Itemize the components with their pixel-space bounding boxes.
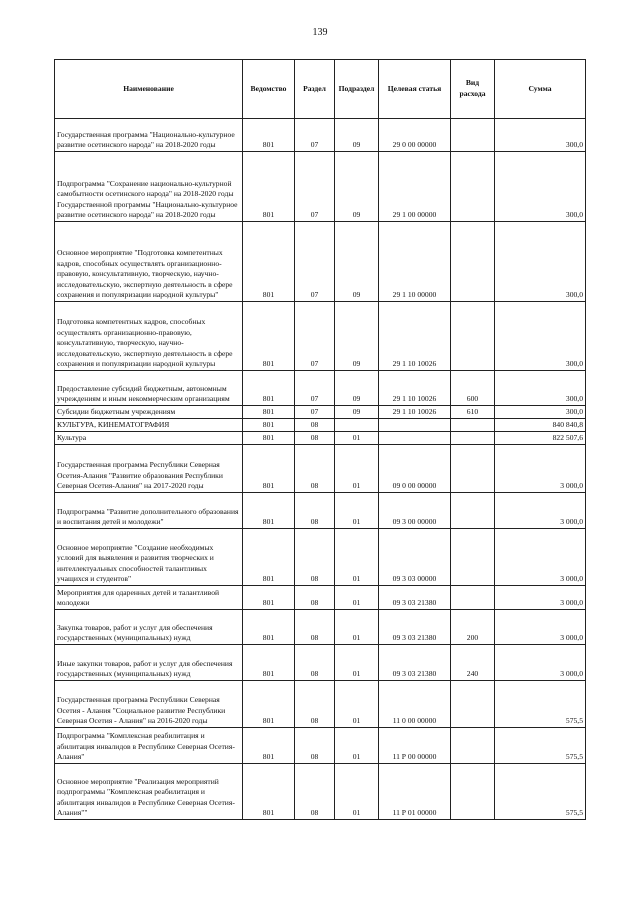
row-target: 29 1 10 10026 [379, 371, 451, 406]
row-section: 08 [295, 419, 335, 432]
table-row [55, 764, 586, 820]
row-name: Субсидии бюджетным учреждениям [55, 406, 243, 419]
row-subsection: 09 [335, 119, 379, 152]
row-section: 08 [295, 586, 335, 610]
row-section: 08 [295, 645, 335, 681]
row-subsection: 09 [335, 152, 379, 222]
table-row [55, 681, 586, 728]
row-name: Подпрограмма "Развитие дополнительного образования и воспитания детей и молодежи" [55, 493, 243, 529]
page-number: 139 [312, 27, 328, 38]
row-dept: 801 [243, 419, 295, 432]
row-subsection: 01 [335, 728, 379, 764]
row-target: 11 Р 01 00000 [379, 764, 451, 820]
row-expense-type [451, 586, 495, 610]
row-section: 08 [295, 764, 335, 820]
row-amount: 3 000,0 [495, 445, 586, 493]
row-subsection [335, 419, 379, 432]
row-section: 08 [295, 529, 335, 586]
row-subsection: 01 [335, 586, 379, 610]
row-name: Культура [55, 432, 243, 445]
row-expense-type: 240 [451, 645, 495, 681]
table-row [55, 432, 586, 445]
row-section: 08 [295, 728, 335, 764]
row-dept: 801 [243, 152, 295, 222]
row-subsection: 01 [335, 529, 379, 586]
table-header-row [55, 60, 586, 119]
row-expense-type [451, 432, 495, 445]
row-dept: 801 [243, 586, 295, 610]
row-subsection: 01 [335, 645, 379, 681]
row-name: Основное мероприятие "Создание необходимых условий для выявления и развития творческих и интеллектуальных способностей талантливых учащихся и студентов" [55, 529, 243, 586]
row-dept: 801 [243, 728, 295, 764]
row-dept: 801 [243, 371, 295, 406]
row-section: 07 [295, 302, 335, 371]
table-row [55, 302, 586, 371]
row-amount: 300,0 [495, 222, 586, 302]
row-dept: 801 [243, 432, 295, 445]
row-section: 08 [295, 681, 335, 728]
table-row [55, 610, 586, 645]
row-dept: 801 [243, 493, 295, 529]
row-dept: 801 [243, 610, 295, 645]
header-target: Целевая статья [379, 60, 451, 119]
row-target: 29 1 10 00000 [379, 222, 451, 302]
table-row [55, 371, 586, 406]
row-target: 11 0 00 00000 [379, 681, 451, 728]
row-subsection: 09 [335, 406, 379, 419]
header-dept: Ведомство [243, 60, 295, 119]
row-amount: 300,0 [495, 406, 586, 419]
row-amount: 300,0 [495, 371, 586, 406]
row-expense-type [451, 152, 495, 222]
row-amount: 575,5 [495, 764, 586, 820]
row-name: Государственная программа "Национально-культурное развитие осетинского народа" на 2018-2020 годы [55, 119, 243, 152]
row-amount: 3 000,0 [495, 586, 586, 610]
header-name: Наименование [55, 60, 243, 119]
row-target: 29 1 00 00000 [379, 152, 451, 222]
row-amount: 3 000,0 [495, 610, 586, 645]
row-name: Закупка товаров, работ и услуг для обеспечения государственных (муниципальных) нужд [55, 610, 243, 645]
table-row [55, 419, 586, 432]
row-target: 29 0 00 00000 [379, 119, 451, 152]
row-section: 08 [295, 432, 335, 445]
table-row [55, 406, 586, 419]
row-expense-type [451, 119, 495, 152]
row-amount: 822 507,6 [495, 432, 586, 445]
row-section: 07 [295, 119, 335, 152]
row-amount: 3 000,0 [495, 645, 586, 681]
table-row [55, 222, 586, 302]
row-expense-type [451, 445, 495, 493]
row-expense-type [451, 302, 495, 371]
row-target [379, 432, 451, 445]
row-name: Основное мероприятие "Реализация мероприятий подпрограммы "Комплексная реабилитация и абилитация инвалидов в Республике Северная Осетия-Алания"" [55, 764, 243, 820]
table-row [55, 728, 586, 764]
row-subsection: 01 [335, 445, 379, 493]
header-expense-type: Вид расхода [451, 60, 495, 119]
row-expense-type: 200 [451, 610, 495, 645]
row-dept: 801 [243, 119, 295, 152]
row-amount: 575,5 [495, 728, 586, 764]
row-expense-type [451, 493, 495, 529]
row-dept: 801 [243, 681, 295, 728]
row-target: 09 3 03 21380 [379, 586, 451, 610]
table-row [55, 645, 586, 681]
row-expense-type: 610 [451, 406, 495, 419]
row-subsection: 01 [335, 432, 379, 445]
row-target: 09 3 03 21380 [379, 645, 451, 681]
row-name: КУЛЬТУРА, КИНЕМАТОГРАФИЯ [55, 419, 243, 432]
budget-table [54, 59, 586, 820]
row-section: 08 [295, 493, 335, 529]
row-target: 29 1 10 10026 [379, 302, 451, 371]
row-target: 29 1 10 10026 [379, 406, 451, 419]
row-amount: 3 000,0 [495, 529, 586, 586]
row-section: 08 [295, 610, 335, 645]
row-expense-type: 600 [451, 371, 495, 406]
row-section: 07 [295, 406, 335, 419]
row-section: 08 [295, 445, 335, 493]
row-dept: 801 [243, 222, 295, 302]
row-expense-type [451, 764, 495, 820]
row-target [379, 419, 451, 432]
header-section: Раздел [295, 60, 335, 119]
row-target: 09 3 03 21380 [379, 610, 451, 645]
row-amount: 575,5 [495, 681, 586, 728]
row-name: Подпрограмма "Сохранение национально-культурной самобытности осетинского народа" на 2018-2020 годы Государственной программы "Национально-культурное развитие осетинского народа" на 2018-2020 годы [55, 152, 243, 222]
row-expense-type [451, 728, 495, 764]
row-amount: 300,0 [495, 302, 586, 371]
table-row [55, 152, 586, 222]
row-name: Предоставление субсидий бюджетным, автономным учреждениям и иным некоммерческим организациям [55, 371, 243, 406]
row-subsection: 01 [335, 610, 379, 645]
row-subsection: 09 [335, 222, 379, 302]
row-subsection: 09 [335, 371, 379, 406]
row-expense-type [451, 419, 495, 432]
table-row [55, 445, 586, 493]
row-dept: 801 [243, 764, 295, 820]
row-subsection: 01 [335, 493, 379, 529]
row-section: 07 [295, 222, 335, 302]
row-expense-type [451, 681, 495, 728]
row-target: 09 3 03 00000 [379, 529, 451, 586]
row-amount: 300,0 [495, 119, 586, 152]
row-section: 07 [295, 152, 335, 222]
row-dept: 801 [243, 645, 295, 681]
row-name: Государственная программа Республики Северная Осетия - Алания "Социальное развитие Республики Северная Осетия - Алания" на 2016-2020 годы [55, 681, 243, 728]
row-subsection: 09 [335, 302, 379, 371]
row-subsection: 01 [335, 681, 379, 728]
row-target: 09 3 00 00000 [379, 493, 451, 529]
row-name: Государственная программа Республики Северная Осетия-Алания "Развитие образования Республики Северная Осетия-Алания" на 2017-2020 годы [55, 445, 243, 493]
table-row [55, 529, 586, 586]
row-name: Подготовка компетентных кадров, способных осуществлять организационно-правовую, консультативную, творческую, научно-исследовательскую, экспертную деятельность в сфере сохранения и популяризации народной культуры [55, 302, 243, 371]
row-section: 07 [295, 371, 335, 406]
row-amount: 840 840,8 [495, 419, 586, 432]
header-subsection: Подраздел [335, 60, 379, 119]
row-name: Мероприятия для одаренных детей и талантливой молодежи [55, 586, 243, 610]
row-dept: 801 [243, 529, 295, 586]
table-row [55, 493, 586, 529]
row-dept: 801 [243, 302, 295, 371]
row-target: 09 0 00 00000 [379, 445, 451, 493]
row-target: 11 Р 00 00000 [379, 728, 451, 764]
row-expense-type [451, 529, 495, 586]
table-row [55, 119, 586, 152]
row-subsection: 01 [335, 764, 379, 820]
row-amount: 300,0 [495, 152, 586, 222]
row-amount: 3 000,0 [495, 493, 586, 529]
row-expense-type [451, 222, 495, 302]
row-name: Иные закупки товаров, работ и услуг для обеспечения государственных (муниципальных) нужд [55, 645, 243, 681]
table-row [55, 586, 586, 610]
row-name: Подпрограмма "Комплексная реабилитация и абилитация инвалидов в Республике Северная Осетия-Алания" [55, 728, 243, 764]
header-amount: Сумма [495, 60, 586, 119]
row-name: Основное мероприятие "Подготовка компетентных кадров, способных осуществлять организационно-правовую, консультативную, творческую, научно-исследовательскую, экспертную деятельность в сфере сохранения и популяризации народной культуры" [55, 222, 243, 302]
row-dept: 801 [243, 406, 295, 419]
row-dept: 801 [243, 445, 295, 493]
